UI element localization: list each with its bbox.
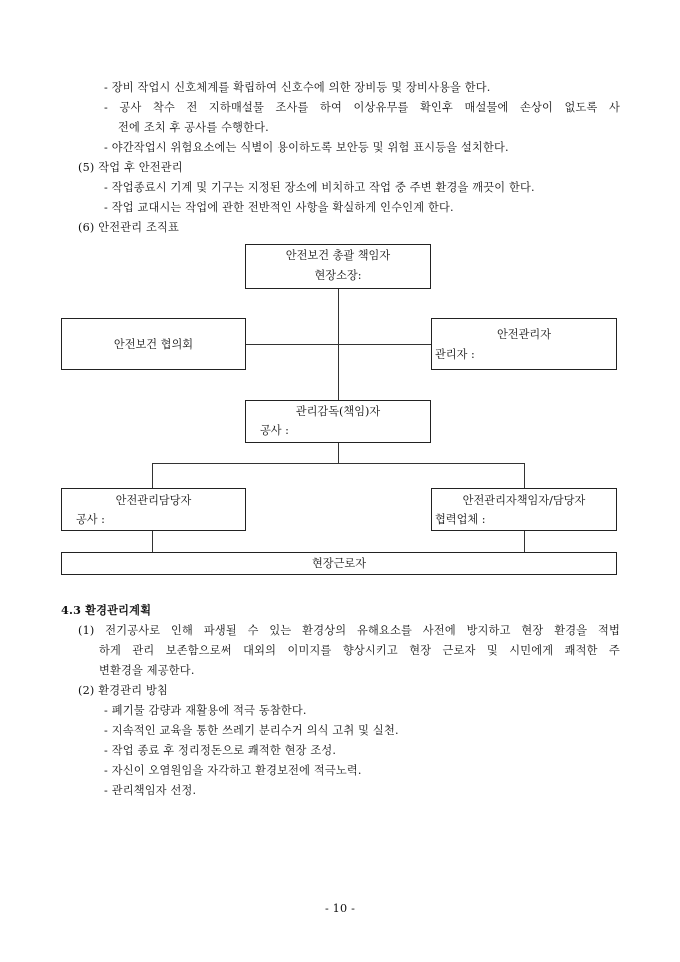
section43-p1-line3: 변환경을 제공한다. bbox=[99, 664, 195, 677]
org-partner-safety-title: 안전관리자책임자/담당자 bbox=[462, 494, 586, 507]
section5-item-2: - 작업 교대시는 작업에 관한 전반적인 사항을 확실하게 인수인계 한다. bbox=[104, 201, 454, 214]
org-safety-manager-title: 안전관리자 bbox=[496, 328, 552, 341]
intro-item-3: - 야간작업시 위험요소에는 식별이 용이하도록 보안등 및 위험 표시등을 설치한다. bbox=[104, 141, 509, 154]
section6-heading: (6) 안전관리 조직표 bbox=[78, 221, 180, 234]
org-box-supervisor bbox=[245, 400, 431, 443]
org-box-workers bbox=[61, 552, 617, 575]
org-box-safety-council bbox=[61, 318, 246, 370]
org-box-safety-staff bbox=[61, 488, 246, 531]
org-safety-staff-sub: 공사 : bbox=[76, 513, 105, 526]
section43-p2-item-2: - 지속적인 교육을 통한 쓰레기 분리수거 의식 고취 및 실천. bbox=[104, 724, 399, 737]
org-line-branch-left bbox=[152, 463, 153, 488]
org-partner-safety-sub: 협력업체 : bbox=[435, 513, 486, 526]
section5-heading: (5) 작업 후 안전관리 bbox=[78, 161, 183, 174]
page-number: - 10 - bbox=[324, 902, 356, 915]
org-safety-staff-title: 안전관리담당자 bbox=[115, 494, 192, 507]
section5-item-1: - 작업종료시 기계 및 기구는 지정된 장소에 비치하고 작업 중 주변 환경을 깨끗이 한다. bbox=[104, 181, 535, 194]
org-line-council-link bbox=[245, 344, 431, 345]
org-general-manager-sub: 현장소장: bbox=[314, 269, 362, 282]
section43-p2-item-4: - 자신이 오염원임을 자각하고 환경보전에 적극노력. bbox=[104, 764, 362, 777]
org-line-left-to-workers bbox=[152, 530, 153, 552]
org-box-safety-manager bbox=[431, 318, 617, 370]
org-box-general-manager bbox=[245, 244, 431, 289]
section43-p2-item-3: - 작업 종료 후 정리정돈으로 쾌적한 현장 조성. bbox=[104, 744, 337, 757]
section43-heading: 4.3 환경관리계획 bbox=[61, 603, 152, 617]
org-line-right-to-workers bbox=[524, 530, 525, 552]
section43-p2-item-5: - 관리책임자 선정. bbox=[104, 784, 197, 797]
org-supervisor-sub: 공사 : bbox=[260, 424, 289, 437]
intro-item-2-cont: 전에 조치 후 공사를 수행한다. bbox=[118, 121, 269, 134]
section43-p1-line2: 하게 관리 보존함으로써 대외의 이미지를 향상시키고 현장 근로자 및 시민에게 쾌적한 주 bbox=[99, 644, 620, 657]
org-safety-council-title: 안전보건 협의회 bbox=[113, 338, 194, 351]
org-line-branch-right bbox=[524, 463, 525, 488]
org-safety-manager-sub: 관리자 : bbox=[435, 348, 475, 361]
org-general-manager-title: 안전보건 총괄 책임자 bbox=[285, 249, 391, 262]
section43-p1-line1: (1) 전기공사로 인해 파생될 수 있는 환경상의 유해요소를 사전에 방지하고 현장 환경을 적법 bbox=[78, 624, 620, 637]
section43-p2-heading: (2) 환경관리 방침 bbox=[78, 684, 169, 697]
org-box-partner-safety bbox=[431, 488, 617, 531]
section43-p2-item-1: - 폐기물 감량과 재활용에 적극 동참한다. bbox=[104, 704, 307, 717]
intro-item-1: - 장비 작업시 신호체계를 확립하여 신호수에 의한 장비등 및 장비사용을 한다. bbox=[104, 81, 491, 94]
org-workers-title: 현장근로자 bbox=[311, 557, 367, 570]
org-line-middle-down bbox=[338, 442, 339, 464]
org-line-branch-horizontal bbox=[152, 463, 525, 464]
org-supervisor-title: 관리감독(책임)자 bbox=[295, 405, 381, 418]
intro-item-2: - 공사 착수 전 지하매설물 조사를 하여 이상유무를 확인후 매설물에 손상이 없도록 사 bbox=[104, 101, 620, 114]
